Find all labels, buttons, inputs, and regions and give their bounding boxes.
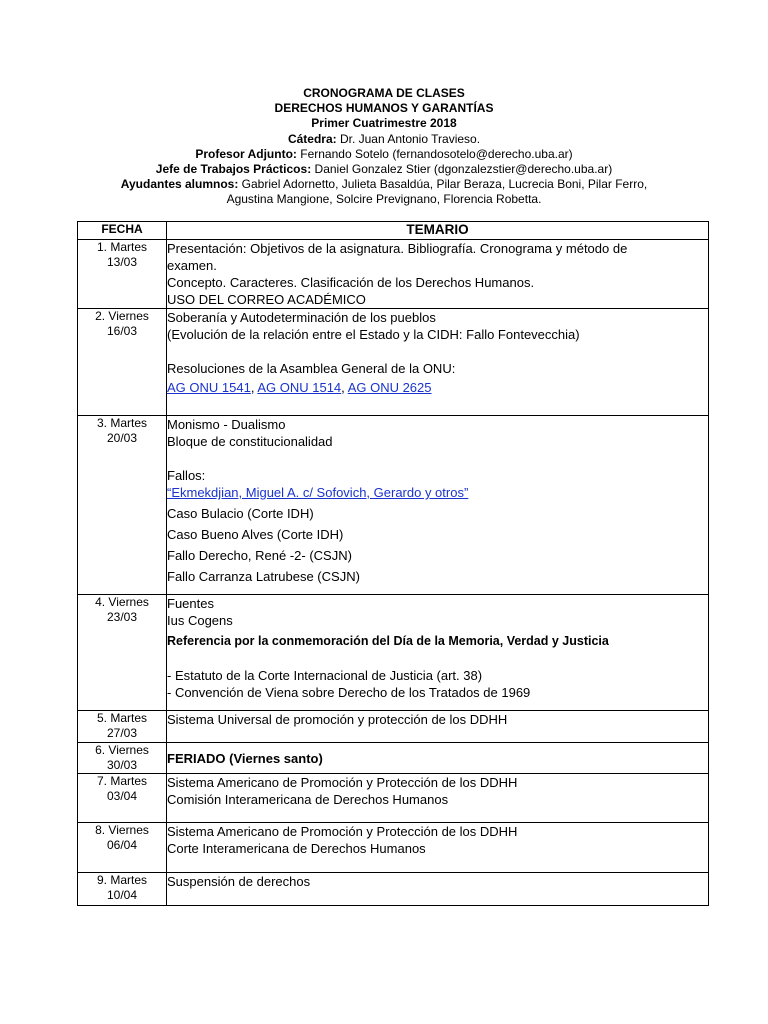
class-day: 2. Viernes — [95, 309, 149, 323]
catedra-line — [0, 132, 768, 147]
topic-line: (Evolución de la relación entre el Estado y la CIDH: Fallo Fontevecchia) — [167, 327, 580, 342]
table-row — [78, 416, 709, 595]
topic-line: Fallos: — [167, 468, 206, 483]
ayudantes-label: Ayudantes alumnos: — [120, 177, 239, 192]
topic-line: - Estatuto de la Corte Internacional de Justicia (art. 38) — [167, 668, 483, 683]
table-row — [78, 309, 709, 416]
table-row — [78, 743, 709, 774]
ayudantes-value-1: Gabriel Adornetto, Julieta Basaldúa, Pilar Beraza, Lucrecia Boni, Pilar Ferro, — [238, 177, 648, 192]
class-date: 13/03 — [106, 255, 138, 269]
class-day: 9. Martes — [96, 873, 147, 887]
topics-cell — [167, 774, 709, 823]
class-date: 06/04 — [106, 838, 138, 852]
topics-cell — [167, 873, 709, 906]
topic-line: Fuentes — [167, 596, 214, 611]
topic-line: USO DEL CORREO ACADÉMICO — [167, 292, 366, 307]
topic-line: Suspensión de derechos — [167, 874, 311, 889]
spacer — [167, 343, 708, 360]
topic-line: Monismo - Dualismo — [167, 417, 286, 432]
topic-line: Soberanía y Autodeterminación de los pueblos — [167, 310, 436, 325]
topics-cell — [167, 416, 709, 595]
date-cell — [78, 416, 167, 595]
table-row — [78, 595, 709, 711]
table-row — [78, 711, 709, 743]
catedra-value: Dr. Juan Antonio Travieso. — [336, 131, 481, 146]
link-separator: , — [341, 380, 348, 395]
catedra-label: Cátedra: — [287, 131, 337, 146]
adjunto-value: Fernando Sotelo (fernandosotelo@derecho.uba.ar) — [296, 146, 573, 161]
spacer — [167, 650, 708, 667]
topic-line: Sistema Universal de promoción y protección de los DDHH — [167, 712, 508, 727]
date-cell — [78, 711, 167, 743]
topic-line: Sistema Americano de Promoción y Protección de los DDHH — [167, 775, 518, 790]
table-row — [78, 823, 709, 873]
topic-line: - Convención de Viena sobre Derecho de los Tratados de 1969 — [167, 685, 531, 700]
document-header — [0, 86, 768, 208]
table-header-row — [78, 222, 709, 240]
topic-line: Corte Interamericana de Derechos Humanos — [167, 841, 426, 856]
date-cell — [78, 595, 167, 711]
jefe-label: Jefe de Trabajos Prácticos: — [155, 162, 312, 177]
holiday-label: FERIADO (Viernes santo) — [167, 750, 323, 766]
class-date: 16/03 — [106, 324, 138, 338]
date-cell — [78, 743, 167, 774]
table-row — [78, 240, 709, 309]
adjunto-label: Profesor Adjunto: — [195, 146, 297, 161]
topics-cell — [167, 743, 709, 774]
date-cell — [78, 823, 167, 873]
topics-cell — [167, 595, 709, 711]
column-header-temario: TEMARIO — [167, 222, 709, 240]
link-ag-onu-1514[interactable]: AG ONU 1514 — [257, 380, 342, 395]
class-day: 1. Martes — [96, 240, 147, 254]
topic-line: examen. — [167, 258, 217, 273]
subject-title: DERECHOS HUMANOS Y GARANTÍAS — [274, 101, 494, 116]
topic-line: Caso Bueno Alves (Corte IDH) — [167, 527, 344, 542]
date-cell — [78, 774, 167, 823]
resolutions-links — [167, 377, 708, 398]
class-day: 4. Viernes — [95, 595, 149, 609]
topic-line: Bloque de constitucionalidad — [167, 434, 333, 449]
topic-line: Ius Cogens — [167, 613, 233, 628]
class-date: 30/03 — [106, 758, 138, 772]
topic-line: Fallo Derecho, René -2- (CSJN) — [167, 548, 352, 563]
schedule-table — [77, 221, 709, 906]
jefe-line — [0, 162, 768, 177]
adjunto-line — [0, 147, 768, 162]
topic-line: Resoluciones de la Asamblea General de la ONU: — [167, 361, 456, 376]
table-row — [78, 873, 709, 906]
date-cell — [78, 240, 167, 309]
column-header-fecha: FECHA — [78, 222, 167, 240]
jefe-value: Daniel Gonzalez Stier (dgonzalezstier@derecho.uba.ar) — [311, 162, 613, 177]
topic-line: Concepto. Caracteres. Clasificación de los Derechos Humanos. — [167, 275, 535, 290]
class-date: 03/04 — [106, 789, 138, 803]
term-title: Primer Cuatrimestre 2018 — [311, 116, 457, 131]
link-ag-onu-1541[interactable]: AG ONU 1541 — [167, 380, 251, 395]
document-title: CRONOGRAMA DE CLASES — [303, 86, 465, 100]
link-ag-onu-2625[interactable]: AG ONU 2625 — [347, 380, 432, 395]
topics-cell — [167, 711, 709, 743]
class-day: 5. Martes — [96, 711, 147, 725]
topics-cell — [167, 240, 709, 309]
topic-line: Presentación: Objetivos de la asignatura. Bibliografía. Cronograma y método de — [167, 241, 628, 256]
topic-line: Caso Bulacio (Corte IDH) — [167, 506, 314, 521]
class-day: 3. Martes — [96, 416, 147, 430]
class-date: 23/03 — [106, 610, 138, 624]
topic-line: Sistema Americano de Promoción y Protección de los DDHH — [167, 824, 518, 839]
memory-day-reference: Referencia por la conmemoración del Día de la Memoria, Verdad y Justicia — [167, 634, 609, 648]
ayudantes-line-2: Agustina Mangione, Solcire Prevignano, Florencia Robetta. — [226, 192, 542, 207]
topics-cell — [167, 823, 709, 873]
class-date: 27/03 — [106, 726, 138, 740]
class-day: 7. Martes — [96, 774, 147, 788]
link-separator: , — [250, 380, 258, 395]
ayudantes-line — [0, 177, 768, 192]
class-day: 8. Viernes — [95, 823, 149, 837]
class-day: 6. Viernes — [95, 743, 149, 757]
link-ekmekdjian-case[interactable]: “Ekmekdjian, Miguel A. c/ Sofovich, Gerardo y otros” — [167, 485, 469, 500]
table-row — [78, 774, 709, 823]
topic-line: Comisión Interamericana de Derechos Humanos — [167, 792, 449, 807]
topic-line: Fallo Carranza Latrubese (CSJN) — [167, 569, 360, 584]
class-date: 10/04 — [106, 888, 138, 902]
date-cell — [78, 873, 167, 906]
spacer — [167, 450, 708, 467]
topics-cell — [167, 309, 709, 416]
class-date: 20/03 — [106, 431, 138, 445]
date-cell — [78, 309, 167, 416]
